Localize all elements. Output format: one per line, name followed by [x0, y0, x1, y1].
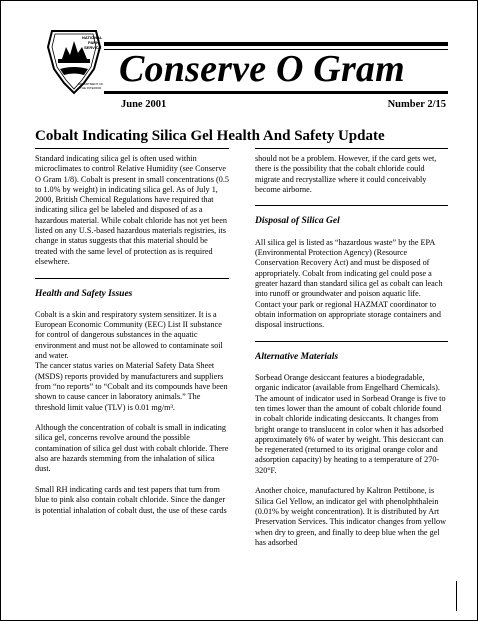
issue-date: June 2001 [121, 99, 167, 110]
title-rule-right [255, 148, 448, 149]
masthead-top-rule [104, 42, 448, 46]
section-divider [255, 341, 448, 342]
issue-number: Number 2/15 [387, 99, 446, 110]
masthead-bottom-rule [104, 91, 448, 94]
logo-dept-line2: THE INTERIOR [80, 86, 102, 90]
corner-rule [456, 581, 457, 611]
health-paragraph-4: Small RH indicating cards and test papers that turn from blue to pink also contain cobalt chloride. Since the danger is potential inhalation of cobalt dust, the use of these cards [35, 484, 227, 515]
section-divider [255, 205, 448, 206]
logo-text-line3: SERVICE [84, 45, 102, 50]
continued-paragraph: should not be a problem. However, if the card gets wet, there is the possibility that the cobalt chloride could migrate and recrystallize where it could conceivably become airborne. [255, 154, 437, 194]
section-heading-alternatives: Alternative Materials [255, 351, 339, 362]
alternatives-paragraph-1: Sorbead Orange desiccant features a biodegradable, organic indicator (available from Engelhard Chemicals). The amount of indicator used in Sorbead Orange is five to ten times lower than the amount of cobalt chloride found in cobalt chloride indicating desiccants. It changes from bright orange to translucent in color when it has adsorbed approximately 6% of water by weight. This desiccant can be regenerated (returned to its original orange color and adsorption capacity) by heating to a temperature of 270-320°F. [255, 373, 446, 475]
health-paragraph-3: Although the concentration of cobalt is small in indicating silica gel, concerns revolve around the possible contamination of silica gel dust with cobalt chloride. There also are hazards stemming from the inhalation of silica dust. [35, 423, 229, 474]
disposal-paragraph: All silica gel is listed as “hazardous waste” by the EPA (Environmental Protection Agency) (Resource Conservation Recovery Act) and must be disposed of appropriately. Cobalt from indicating gel could pose a greater hazard than standard silica gel as cobalt can leach into runoff or groundwater and poison aquatic life. Contact your park or regional HAZMAT coordinator to obtain information on appropriate storage containers and disposal instructions. [255, 237, 443, 330]
logo-text-line2: PARK [88, 40, 100, 45]
title-rule-left [35, 148, 229, 149]
health-paragraph-2: The cancer status varies on Material Safety Data Sheet (MSDS) reports provided by manufacturers and suppliers from “no reports” to “Cobalt and its compounds have been shown to cause cancer in laboratory animals.” The threshold limit value (TLV) is 0.01 mg/m³. [35, 361, 228, 412]
article-title: Cobalt Indicating Silica Gel Health And Safety Update [35, 128, 385, 144]
masthead-title: Conserve O Gram [119, 48, 405, 90]
intro-paragraph: Standard indicating silica gel is often used within microclimates to control Relative Humidity (see Conserve O Gram 1/8). Cobalt is present in small concentrations (0.5 to 1.0% by weight) in indicating silica gel. As of July 1, 2000, British Chemical Regulations have required that indicating silica gel be labeled and disposed of as a hazardous material. While cobalt chloride has not yet been listed on any U.S.-based hazardous materials registries, its change in status suggests that this material should be treated with the same level of protection as is required elsewhere. [35, 154, 229, 266]
alternatives-paragraph-2: Another choice, manufactured by Kaltron Pettibone, is Silica Gel Yellow, an indicator gel with phenolphthalein (0.01% by weight concentration). It is distributed by Art Preservation Services. This indicator changes from yellow when dry to green, and finally to deep blue when the gel has adsorbed [255, 486, 447, 547]
health-paragraph-1: Cobalt is a skin and respiratory system sensitizer. It is a European Economic Community (EEC) List II substance for control of dangerous substances in the aquatic environment and must not be allowed to contaminate soil and water. [35, 309, 223, 361]
logo-dept-line1: DEPARTMENT OF [78, 82, 104, 86]
nps-arrowhead-logo [44, 25, 104, 95]
section-divider [35, 278, 229, 279]
logo-text-line1: NATIONAL [82, 35, 103, 40]
section-heading-disposal: Disposal of Silica Gel [255, 216, 340, 227]
left-column [35, 154, 229, 616]
section-heading-health: Health and Safety Issues [35, 288, 133, 299]
right-column [255, 154, 448, 616]
